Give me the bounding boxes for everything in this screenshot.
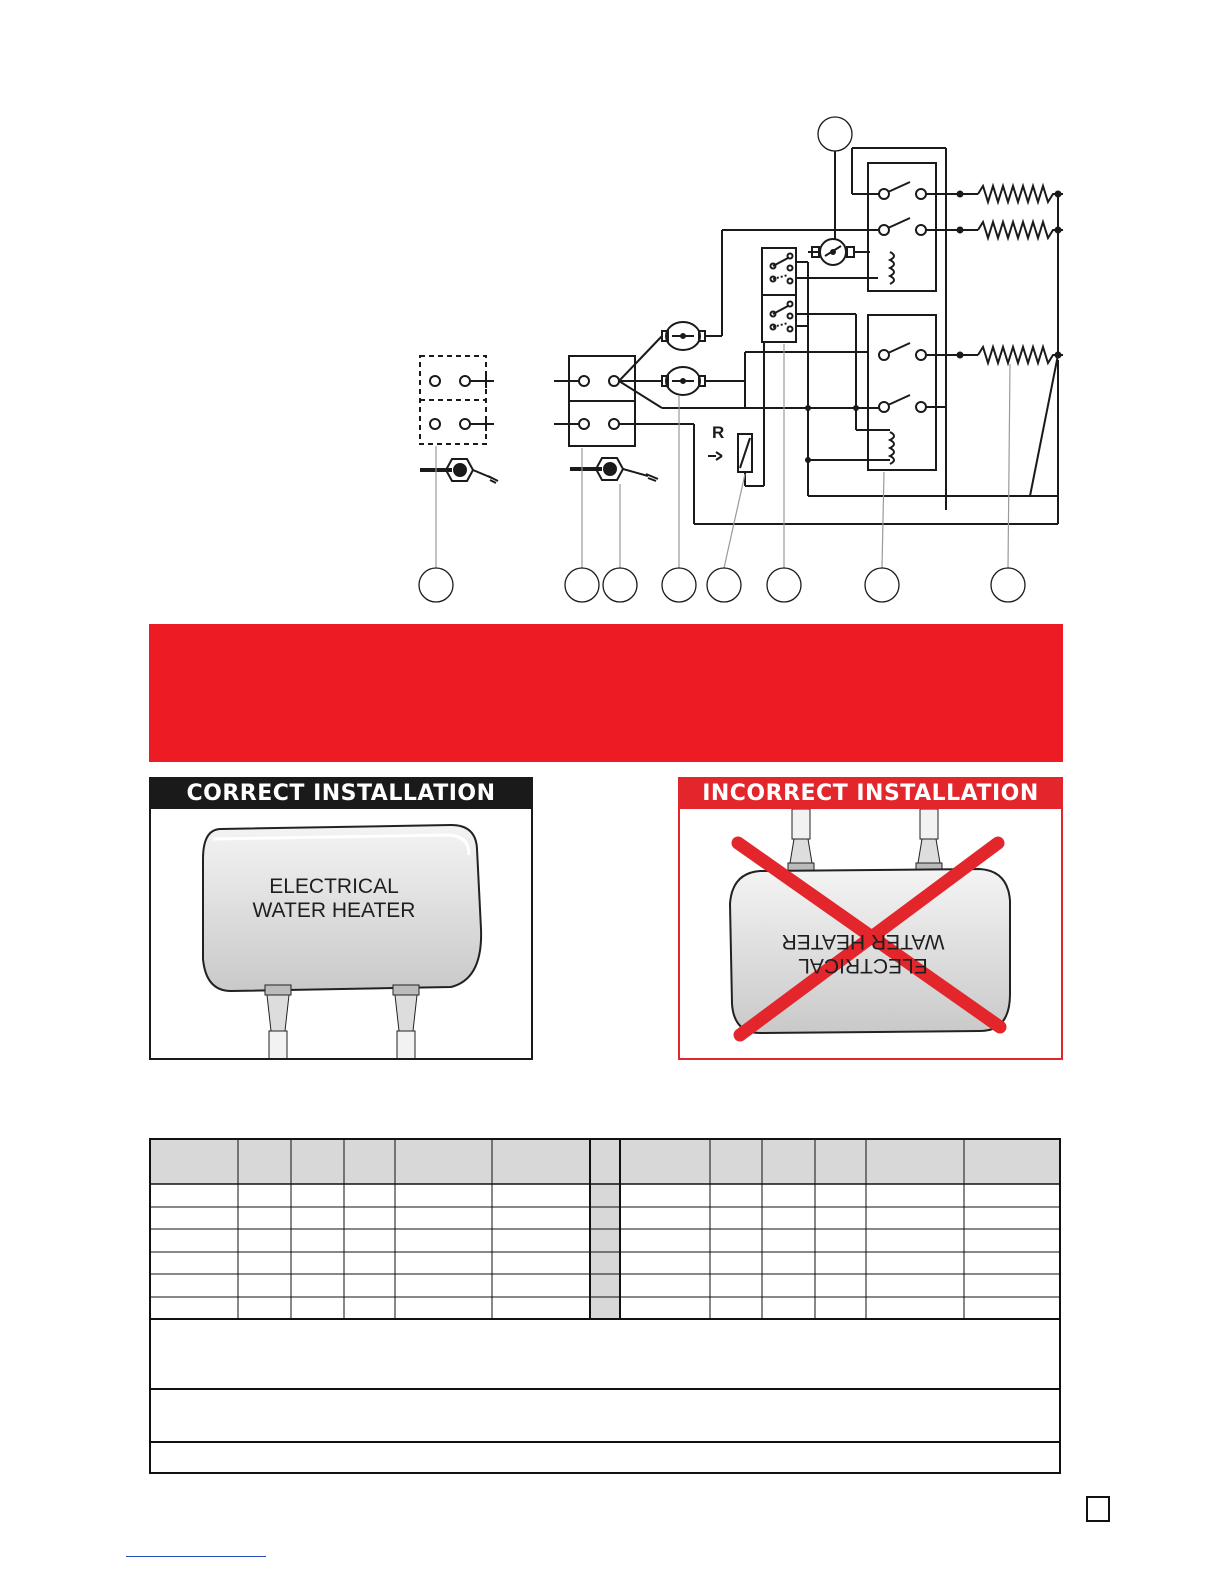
earth-connector-right (570, 458, 658, 481)
callout-7 (865, 568, 899, 602)
heater-label-line2: WATER HEATER (252, 899, 416, 922)
heating-element-2 (978, 222, 1063, 238)
contactor-upper (852, 148, 946, 510)
correct-installation-panel (149, 777, 533, 1060)
incorrect-installation-panel (678, 777, 1063, 1060)
correct-installation-title: CORRECT INSTALLATION (151, 779, 531, 809)
heater-label-line2: WATER HEATER (781, 930, 945, 953)
heating-element-1 (978, 186, 1063, 202)
page-number-box (1086, 1496, 1110, 1522)
earth-connector-left (420, 459, 498, 483)
thermostat-lower (662, 367, 705, 395)
callout-5 (707, 568, 741, 602)
heater-label-line1: ELECTRICAL (269, 875, 399, 898)
heater-label-upright (211, 875, 457, 923)
callout-1 (419, 568, 453, 602)
footer-link-underline[interactable] (126, 1556, 266, 1557)
callout-8 (991, 568, 1025, 602)
callout-2 (565, 568, 599, 602)
wiring-diagram (0, 0, 1224, 620)
warning-banner (149, 624, 1063, 762)
callout-4 (662, 568, 696, 602)
relay-label: R (712, 423, 725, 442)
heater-upright-illustration (151, 809, 531, 1058)
heating-element-3 (978, 347, 1063, 363)
callout-6 (767, 568, 801, 602)
heater-label-inverted (738, 929, 988, 977)
specifications-table (149, 1138, 1061, 1474)
contactor-lower (868, 315, 936, 470)
callout-cutout (818, 117, 852, 151)
incorrect-installation-title: INCORRECT INSTALLATION (680, 779, 1061, 809)
heater-label-line1: ELECTRICAL (798, 954, 928, 977)
thermostat-upper (662, 322, 705, 350)
callout-3 (603, 568, 637, 602)
selector-switch (762, 248, 796, 342)
